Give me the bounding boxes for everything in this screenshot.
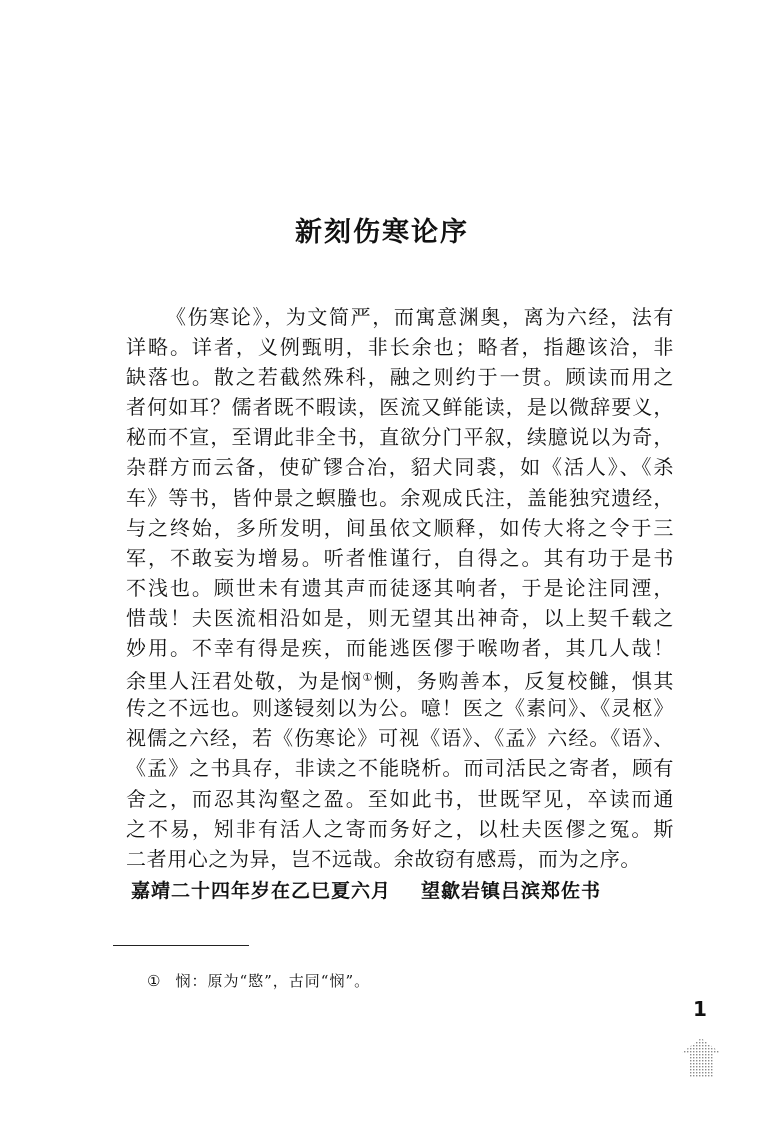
text-line: 舍之，而忍其沟壑之盈。至如此书，世既罕见，卒读而通: [126, 786, 674, 811]
signature-date: 嘉靖二十四年岁在乙巳夏六月: [131, 880, 392, 902]
text-line: 妙用。不幸有得是疾，而能逃医僇于喉吻者，其几人哉！: [126, 636, 674, 661]
text-segment: 恻，务购善本，反复校雠，惧其: [373, 669, 674, 694]
text-line: 车》等书，皆仲景之螟螣也。余观成氏注，盖能独究遗经，: [126, 485, 674, 510]
text-segment: 余里人汪君处敬，为是悯: [126, 669, 363, 694]
text-line: 秘而不宣，至谓此非全书，直欲分门平叙，续臆说以为奇，: [126, 425, 674, 450]
signature: [131, 876, 601, 903]
text-line: 传之不远也。则遂锓刻以为公。噫！医之《素问》、《灵枢》: [126, 696, 674, 721]
text-line: 不浅也。顾世未有遗其声而徒逐其响者，于是论注同湮，: [126, 575, 674, 600]
footnote-reference[interactable]: ①: [362, 671, 374, 685]
page-title: 新刻伤寒论序: [295, 217, 469, 248]
text-line: 缺落也。散之若截然殊科，融之则约于一贯。顾读而用之: [126, 365, 674, 390]
text-line: 杂群方而云备，使矿镠合冶，貂犬同裘，如《活人》、《杀: [126, 455, 674, 480]
text-line: 《伤寒论》，为文简严，而寓意渊奥，离为六经，法有: [166, 305, 674, 329]
text-line: 惜哉！夫医流相沿如是，则无望其出神奇，以上契千载之: [126, 605, 674, 630]
footnote-text: 悯：原为“愍”，古同“悯”。: [175, 972, 371, 990]
signature-author: 望歙岩镇吕滨郑佐书: [421, 880, 602, 902]
text-line: 视儒之六经，若《伤寒论》可视《语》、《孟》六经。《语》、: [126, 726, 674, 751]
text-line-with-footnote: [126, 663, 674, 693]
text-line: 军，不敢妄为增易。听者惟谨行，自得之。其有功于是书: [126, 545, 674, 570]
text-line: 与之终始，多所发明，间虽依文顺释，如传大将之令于三: [126, 515, 674, 540]
text-line: 二者用心之为异，岂不远哉。余故窃有感焉，而为之序。: [126, 846, 641, 871]
text-line: 者何如耳？儒者既不暇读，医流又鲜能读，是以微辞要义，: [126, 395, 674, 420]
library-stamp-icon: [678, 1036, 724, 1080]
text-line: 详略。详者，义例甄明，非长余也；略者，指趣该洽，非: [126, 335, 674, 360]
text-line: 之不易，矧非有活人之寄而务好之，以杜夫医僇之冤。斯: [126, 816, 674, 841]
preface-body: [126, 302, 674, 874]
footnote-marker: ①: [147, 972, 162, 990]
footnote-divider: [113, 945, 249, 946]
page-number: 1: [693, 997, 707, 1021]
footnote: [147, 970, 370, 991]
text-line: 《孟》之书具存，非读之不能晓析。而司活民之寄者，顾有: [126, 756, 674, 781]
